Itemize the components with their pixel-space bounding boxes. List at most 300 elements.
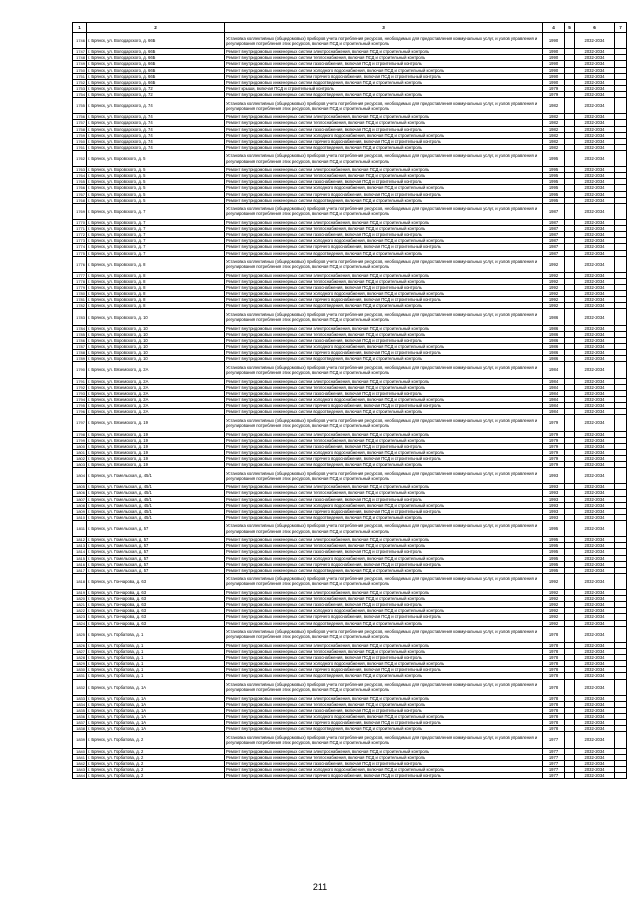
row-number: 1823 xyxy=(73,614,87,620)
address-cell: г. Брянск, ул. Володарского, д. 72 xyxy=(87,91,225,97)
address-cell: г. Брянск, ул. Гончарова, д. 63 xyxy=(87,573,225,589)
empty-cell xyxy=(565,573,575,589)
address-cell: г. Брянск, ул. Горбатова, д. 2 xyxy=(87,773,225,779)
build-year-cell: 1986 xyxy=(543,325,565,331)
build-year-cell: 1992 xyxy=(543,291,565,297)
page-number: 211 xyxy=(312,882,328,892)
build-year-cell: 1979 xyxy=(543,443,565,449)
row-number: 1770 xyxy=(73,220,87,226)
period-cell: 2032-2034 xyxy=(575,626,615,642)
row-number: 1784 xyxy=(73,325,87,331)
period-cell: 2032-2034 xyxy=(575,33,615,49)
build-year-cell: 1978 xyxy=(543,695,565,701)
work-type-cell: Ремонт внутридомовых инженерных систем холодного водоснабжения, включая ПСД и строительный контроль xyxy=(225,344,543,350)
work-type-cell: Ремонт внутридомовых инженерных систем водоотведения, включая ПСД и строительный контроль xyxy=(225,461,543,467)
build-year-cell: 1984 xyxy=(543,384,565,390)
work-type-cell: Ремонт внутридомовых инженерных систем горячего водоснабжения, включая ПСД и строительный контроль xyxy=(225,191,543,197)
period-cell: 2032-2034 xyxy=(575,232,615,238)
build-year-cell: 1992 xyxy=(543,297,565,303)
work-type-cell: Ремонт внутридомовых инженерных систем горячего водоснабжения, включая ПСД и строительный контроль xyxy=(225,508,543,514)
build-year-cell: 1992 xyxy=(543,620,565,626)
address-cell: г. Брянск, ул. Вяземского, д. 19 xyxy=(87,449,225,455)
row-number: 1777 xyxy=(73,272,87,278)
empty-cell xyxy=(615,256,627,272)
build-year-cell: 1992 xyxy=(543,256,565,272)
period-cell: 2032-2034 xyxy=(575,291,615,297)
work-type-cell: Ремонт внутридомовых инженерных систем водоотведения, включая ПСД и строительный контроль xyxy=(225,250,543,256)
period-cell: 2032-2034 xyxy=(575,490,615,496)
period-cell: 2032-2034 xyxy=(575,179,615,185)
row-number: 1795 xyxy=(73,403,87,409)
row-number: 1786 xyxy=(73,337,87,343)
build-year-cell: 1992 xyxy=(543,303,565,309)
address-cell: г. Брянск, ул. Гончарова, д. 63 xyxy=(87,602,225,608)
address-cell: г. Брянск, ул. Воровского, д. 10 xyxy=(87,350,225,356)
row-number: 1768 xyxy=(73,197,87,203)
address-cell: г. Брянск, ул. Воровского, д. 5 xyxy=(87,150,225,166)
work-type-cell: Ремонт внутридомовых инженерных систем газоснабжения, включая ПСД и строительный контроль xyxy=(225,602,543,608)
address-cell: г. Брянск, ул. Воровского, д. 10 xyxy=(87,331,225,337)
build-year-cell: 1978 xyxy=(543,642,565,648)
empty-cell xyxy=(565,33,575,49)
empty-cell xyxy=(565,362,575,378)
period-cell: 2032-2034 xyxy=(575,173,615,179)
row-number: 1839 xyxy=(73,732,87,748)
row-number: 1782 xyxy=(73,303,87,309)
row-number: 1764 xyxy=(73,173,87,179)
address-cell: г. Брянск, ул. Горбатова, д. 1 xyxy=(87,642,225,648)
table-row xyxy=(73,573,627,589)
period-cell: 2032-2034 xyxy=(575,79,615,85)
address-cell: г. Брянск, ул. Володарского, д. 74 xyxy=(87,132,225,138)
table-row xyxy=(73,626,627,642)
build-year-cell: 1979 xyxy=(543,449,565,455)
empty-cell xyxy=(565,415,575,431)
period-cell: 2032-2034 xyxy=(575,760,615,766)
period-cell: 2032-2034 xyxy=(575,303,615,309)
build-year-cell: 1990 xyxy=(543,33,565,49)
period-cell: 2032-2034 xyxy=(575,73,615,79)
address-cell: г. Брянск, ул. Воровского, д. 5 xyxy=(87,191,225,197)
row-number: 1816 xyxy=(73,561,87,567)
empty-cell xyxy=(565,773,575,779)
row-number: 1842 xyxy=(73,760,87,766)
work-type-cell: Ремонт внутридомовых инженерных систем водоотведения, включая ПСД и строительный контроль xyxy=(225,514,543,520)
address-cell: г. Брянск, ул. Горбатова, д. 1А xyxy=(87,707,225,713)
build-year-cell: 1978 xyxy=(543,626,565,642)
row-number: 1836 xyxy=(73,714,87,720)
work-type-cell: Ремонт внутридомовых инженерных систем горячего водоснабжения, включая ПСД и строительный контроль xyxy=(225,403,543,409)
work-type-cell: Ремонт внутридомовых инженерных систем водоотведения, включая ПСД и строительный контроль xyxy=(225,726,543,732)
period-cell: 2032-2034 xyxy=(575,754,615,760)
build-year-cell: 1995 xyxy=(543,185,565,191)
empty-cell xyxy=(565,520,575,536)
build-year-cell: 1987 xyxy=(543,250,565,256)
work-type-cell: Ремонт внутридомовых инженерных систем холодного водоснабжения, включая ПСД и строительный контроль xyxy=(225,238,543,244)
row-number: 1762 xyxy=(73,150,87,166)
build-year-cell: 1984 xyxy=(543,378,565,384)
build-year-cell: 1992 xyxy=(543,590,565,596)
address-cell: г. Брянск, ул. Горбатова, д. 1А xyxy=(87,726,225,732)
work-type-cell: Ремонт внутридомовых инженерных систем водоотведения, включая ПСД и строительный контроль xyxy=(225,673,543,679)
address-cell: г. Брянск, ул. Воровского, д. 8 xyxy=(87,285,225,291)
build-year-cell: 1995 xyxy=(543,567,565,573)
address-cell: г. Брянск, ул. Горбатова, д. 1А xyxy=(87,714,225,720)
build-year-cell: 1977 xyxy=(543,766,565,772)
period-cell: 2032-2034 xyxy=(575,543,615,549)
row-number: 1790 xyxy=(73,362,87,378)
work-type-cell: Установка коллективных (общедомовых) приборов учета потребления ресурсов, необходимых для предоставления коммунальных услуг, и узлов управления и регулирования потребления этих ресурсов, включая ПСД и строительный контроль xyxy=(225,98,543,114)
address-cell: г. Брянск, ул. Воровского, д. 7 xyxy=(87,220,225,226)
build-year-cell: 1992 xyxy=(543,614,565,620)
build-year-cell: 1978 xyxy=(543,655,565,661)
address-cell: г. Брянск, ул. Воровского, д. 5 xyxy=(87,173,225,179)
work-type-cell: Установка коллективных (общедомовых) приборов учета потребления ресурсов, необходимых для предоставления коммунальных услуг, и узлов управления и регулирования потребления этих ресурсов, включая ПСД и строительный контроль xyxy=(225,468,543,484)
table-row xyxy=(73,773,627,779)
period-cell: 2032-2034 xyxy=(575,309,615,325)
address-cell: г. Брянск, ул. Володарского, д. 74 xyxy=(87,126,225,132)
row-number: 1800 xyxy=(73,443,87,449)
build-year-cell: 1990 xyxy=(543,67,565,73)
period-cell: 2032-2034 xyxy=(575,132,615,138)
work-type-cell: Ремонт внутридомовых инженерных систем водоотведения, включая ПСД и строительный контроль xyxy=(225,91,543,97)
address-cell: г. Брянск, ул. Вяземского, д. 2А xyxy=(87,403,225,409)
period-cell: 2032-2034 xyxy=(575,362,615,378)
build-year-cell: 1987 xyxy=(543,232,565,238)
empty-cell xyxy=(615,98,627,114)
address-cell: г. Брянск, ул. Гомельская, д. 57 xyxy=(87,520,225,536)
period-cell: 2032-2034 xyxy=(575,350,615,356)
work-type-cell: Ремонт внутридомовых инженерных систем теплоснабжения, включая ПСД и строительный контроль xyxy=(225,331,543,337)
build-year-cell: 1978 xyxy=(543,649,565,655)
build-year-cell: 1987 xyxy=(543,203,565,219)
work-type-cell: Ремонт внутридомовых инженерных систем холодного водоснабжения, включая ПСД и строительный контроль xyxy=(225,608,543,614)
empty-cell xyxy=(565,732,575,748)
work-type-cell: Установка коллективных (общедомовых) приборов учета потребления ресурсов, необходимых для предоставления коммунальных услуг, и узлов управления и регулирования потребления этих ресурсов, включая ПСД и строительный контроль xyxy=(225,309,543,325)
address-cell: г. Брянск, ул. Воровского, д. 5 xyxy=(87,197,225,203)
period-cell: 2032-2034 xyxy=(575,431,615,437)
row-number: 1769 xyxy=(73,203,87,219)
work-type-cell: Ремонт внутридомовых инженерных систем холодного водоснабжения, включая ПСД и строительный контроль xyxy=(225,555,543,561)
row-number: 1798 xyxy=(73,431,87,437)
work-type-cell: Ремонт внутридомовых инженерных систем горячего водоснабжения, включая ПСД и строительный контроль xyxy=(225,455,543,461)
period-cell: 2032-2034 xyxy=(575,502,615,508)
build-year-cell: 1995 xyxy=(543,555,565,561)
period-cell: 2032-2034 xyxy=(575,667,615,673)
address-cell: г. Брянск, ул. Горбатова, д. 1А xyxy=(87,701,225,707)
period-cell: 2032-2034 xyxy=(575,520,615,536)
work-type-cell: Ремонт внутридомовых инженерных систем теплоснабжения, включая ПСД и строительный контроль xyxy=(225,701,543,707)
address-cell: г. Брянск, ул. Горбатова, д. 2 xyxy=(87,732,225,748)
build-year-cell: 1984 xyxy=(543,409,565,415)
work-type-cell: Ремонт внутридомовых инженерных систем холодного водоснабжения, включая ПСД и строительный контроль xyxy=(225,449,543,455)
row-number: 1747 xyxy=(73,49,87,55)
table-row xyxy=(73,203,627,219)
address-cell: г. Брянск, ул. Горбатова, д. 1А xyxy=(87,720,225,726)
period-cell: 2032-2034 xyxy=(575,726,615,732)
work-type-cell: Ремонт внутридомовых инженерных систем газоснабжения, включая ПСД и строительный контроль xyxy=(225,549,543,555)
table-row xyxy=(73,150,627,166)
period-cell: 2032-2034 xyxy=(575,167,615,173)
build-year-cell: 1995 xyxy=(543,179,565,185)
build-year-cell: 1995 xyxy=(543,537,565,543)
table-row xyxy=(73,98,627,114)
empty-cell xyxy=(615,468,627,484)
period-cell: 2032-2034 xyxy=(575,590,615,596)
address-cell: г. Брянск, ул. Володарского, д. 74 xyxy=(87,98,225,114)
row-number: 1824 xyxy=(73,620,87,626)
build-year-cell: 1993 xyxy=(543,490,565,496)
address-cell: г. Брянск, ул. Гомельская, д. 45/1 xyxy=(87,490,225,496)
build-year-cell: 1982 xyxy=(543,126,565,132)
work-type-cell: Ремонт внутридомовых инженерных систем водоотведения, включая ПСД и строительный контроль xyxy=(225,567,543,573)
period-cell: 2032-2034 xyxy=(575,297,615,303)
row-number: 1797 xyxy=(73,415,87,431)
period-cell: 2032-2034 xyxy=(575,642,615,648)
row-number: 1792 xyxy=(73,384,87,390)
build-year-cell: 1990 xyxy=(543,61,565,67)
work-type-cell: Ремонт внутридомовых инженерных систем водоотведения, включая ПСД и строительный контроль xyxy=(225,356,543,362)
empty-cell xyxy=(565,626,575,642)
row-number: 1819 xyxy=(73,590,87,596)
work-type-cell: Ремонт внутридомовых инженерных систем горячего водоснабжения, включая ПСД и строительный контроль xyxy=(225,138,543,144)
address-cell: г. Брянск, ул. Горбатова, д. 1 xyxy=(87,626,225,642)
row-number: 1801 xyxy=(73,449,87,455)
work-type-cell: Ремонт внутридомовых инженерных систем электроснабжения, включая ПСД и строительный контроль xyxy=(225,272,543,278)
work-type-cell: Ремонт внутридомовых инженерных систем электроснабжения, включая ПСД и строительный контроль xyxy=(225,590,543,596)
work-type-cell: Ремонт внутридомовых инженерных систем электроснабжения, включая ПСД и строительный контроль xyxy=(225,537,543,543)
header-col-3: 3 xyxy=(225,23,543,33)
address-cell: г. Брянск, ул. Воровского, д. 8 xyxy=(87,256,225,272)
work-type-cell: Ремонт внутридомовых инженерных систем газоснабжения, включая ПСД и строительный контроль xyxy=(225,285,543,291)
row-number: 1828 xyxy=(73,655,87,661)
empty-cell xyxy=(565,679,575,695)
work-type-cell: Ремонт внутридомовых инженерных систем газоснабжения, включая ПСД и строительный контроль xyxy=(225,760,543,766)
row-number: 1781 xyxy=(73,297,87,303)
period-cell: 2032-2034 xyxy=(575,443,615,449)
period-cell: 2032-2034 xyxy=(575,455,615,461)
empty-cell xyxy=(615,732,627,748)
table-row xyxy=(73,679,627,695)
period-cell: 2032-2034 xyxy=(575,384,615,390)
empty-cell xyxy=(565,150,575,166)
work-type-cell: Ремонт внутридомовых инженерных систем холодного водоснабжения, включая ПСД и строительный контроль xyxy=(225,502,543,508)
work-type-cell: Ремонт внутридомовых инженерных систем электроснабжения, включая ПСД и строительный контроль xyxy=(225,220,543,226)
period-cell: 2032-2034 xyxy=(575,766,615,772)
period-cell: 2032-2034 xyxy=(575,325,615,331)
build-year-cell: 1992 xyxy=(543,602,565,608)
address-cell: г. Брянск, ул. Воровского, д. 10 xyxy=(87,356,225,362)
period-cell: 2032-2034 xyxy=(575,279,615,285)
build-year-cell: 1982 xyxy=(543,114,565,120)
address-cell: г. Брянск, ул. Володарского, д. 74 xyxy=(87,144,225,150)
header-col-6: 6 xyxy=(575,23,615,33)
period-cell: 2032-2034 xyxy=(575,679,615,695)
row-number: 1775 xyxy=(73,250,87,256)
table-row xyxy=(73,468,627,484)
address-cell: г. Брянск, ул. Володарского, д. 74 xyxy=(87,138,225,144)
row-number: 1812 xyxy=(73,537,87,543)
build-year-cell: 1978 xyxy=(543,714,565,720)
row-number: 1783 xyxy=(73,309,87,325)
address-cell: г. Брянск, ул. Вяземского, д. 19 xyxy=(87,455,225,461)
work-type-cell: Ремонт внутридомовых инженерных систем теплоснабжения, включая ПСД и строительный контроль xyxy=(225,55,543,61)
period-cell: 2032-2034 xyxy=(575,732,615,748)
build-year-cell: 1986 xyxy=(543,350,565,356)
period-cell: 2032-2034 xyxy=(575,707,615,713)
address-cell: г. Брянск, ул. Воровского, д. 7 xyxy=(87,238,225,244)
address-cell: г. Брянск, ул. Горбатова, д. 1 xyxy=(87,673,225,679)
build-year-cell: 1984 xyxy=(543,396,565,402)
row-number: 1753 xyxy=(73,85,87,91)
row-number: 1748 xyxy=(73,55,87,61)
work-type-cell: Ремонт внутридомовых инженерных систем холодного водоснабжения, включая ПСД и строительный контроль xyxy=(225,396,543,402)
period-cell: 2032-2034 xyxy=(575,608,615,614)
period-cell: 2032-2034 xyxy=(575,191,615,197)
table-row xyxy=(73,309,627,325)
row-number: 1843 xyxy=(73,766,87,772)
work-type-cell: Ремонт внутридомовых инженерных систем газоснабжения, включая ПСД и строительный контроль xyxy=(225,390,543,396)
build-year-cell: 1993 xyxy=(543,514,565,520)
work-type-cell: Ремонт внутридомовых инженерных систем газоснабжения, включая ПСД и строительный контроль xyxy=(225,232,543,238)
address-cell: г. Брянск, ул. Воровского, д. 7 xyxy=(87,232,225,238)
work-type-cell: Ремонт внутридомовых инженерных систем холодного водоснабжения, включая ПСД и строительный контроль xyxy=(225,714,543,720)
build-year-cell: 1992 xyxy=(543,608,565,614)
work-type-cell: Ремонт внутридомовых инженерных систем газоснабжения, включая ПСД и строительный контроль xyxy=(225,126,543,132)
work-type-cell: Ремонт внутридомовых инженерных систем теплоснабжения, включая ПСД и строительный контроль xyxy=(225,596,543,602)
build-year-cell: 1986 xyxy=(543,356,565,362)
address-cell: г. Брянск, ул. Гомельская, д. 57 xyxy=(87,561,225,567)
address-cell: г. Брянск, ул. Вяземского, д. 19 xyxy=(87,461,225,467)
row-number: 1841 xyxy=(73,754,87,760)
row-number: 1780 xyxy=(73,291,87,297)
address-cell: г. Брянск, ул. Воровского, д. 10 xyxy=(87,309,225,325)
period-cell: 2032-2034 xyxy=(575,356,615,362)
table-row xyxy=(73,256,627,272)
period-cell: 2032-2034 xyxy=(575,256,615,272)
address-cell: г. Брянск, ул. Горбатова, д. 1 xyxy=(87,649,225,655)
address-cell: г. Брянск, ул. Горбатова, д. 2 xyxy=(87,766,225,772)
period-cell: 2032-2034 xyxy=(575,508,615,514)
row-number: 1837 xyxy=(73,720,87,726)
table-body xyxy=(73,33,627,779)
build-year-cell: 1986 xyxy=(543,337,565,343)
address-cell: г. Брянск, ул. Гончарова, д. 63 xyxy=(87,608,225,614)
address-cell: г. Брянск, ул. Воровского, д. 7 xyxy=(87,250,225,256)
address-cell: г. Брянск, ул. Горбатова, д. 1 xyxy=(87,661,225,667)
row-number: 1840 xyxy=(73,748,87,754)
build-year-cell: 1995 xyxy=(543,191,565,197)
row-number: 1810 xyxy=(73,514,87,520)
row-number: 1826 xyxy=(73,642,87,648)
row-number: 1787 xyxy=(73,344,87,350)
address-cell: г. Брянск, ул. Володарского, д. 66Б xyxy=(87,33,225,49)
period-cell: 2032-2034 xyxy=(575,620,615,626)
period-cell: 2032-2034 xyxy=(575,244,615,250)
period-cell: 2032-2034 xyxy=(575,61,615,67)
period-cell: 2032-2034 xyxy=(575,449,615,455)
row-number: 1766 xyxy=(73,185,87,191)
build-year-cell: 1978 xyxy=(543,673,565,679)
work-type-cell: Установка коллективных (общедомовых) приборов учета потребления ресурсов, необходимых для предоставления коммунальных услуг, и узлов управления и регулирования потребления этих ресурсов, включая ПСД и строительный контроль xyxy=(225,520,543,536)
build-year-cell: 1986 xyxy=(543,344,565,350)
period-cell: 2032-2034 xyxy=(575,150,615,166)
build-year-cell: 1979 xyxy=(543,431,565,437)
table-row xyxy=(73,732,627,748)
build-year-cell: 1977 xyxy=(543,754,565,760)
row-number: 1808 xyxy=(73,502,87,508)
work-type-cell: Ремонт внутридомовых инженерных систем теплоснабжения, включая ПСД и строительный контроль xyxy=(225,543,543,549)
address-cell: г. Брянск, ул. Гомельская, д. 45/1 xyxy=(87,496,225,502)
work-type-cell: Установка коллективных (общедомовых) приборов учета потребления ресурсов, необходимых для предоставления коммунальных услуг, и узлов управления и регулирования потребления этих ресурсов, включая ПСД и строительный контроль xyxy=(225,203,543,219)
row-number: 1832 xyxy=(73,679,87,695)
build-year-cell: 1979 xyxy=(543,85,565,91)
row-number: 1834 xyxy=(73,701,87,707)
work-type-cell: Ремонт внутридомовых инженерных систем электроснабжения, включая ПСД и строительный контроль xyxy=(225,695,543,701)
period-cell: 2032-2034 xyxy=(575,120,615,126)
period-cell: 2032-2034 xyxy=(575,573,615,589)
row-number: 1844 xyxy=(73,773,87,779)
period-cell: 2032-2034 xyxy=(575,67,615,73)
row-number: 1838 xyxy=(73,726,87,732)
address-cell: г. Брянск, ул. Гомельская, д. 45/1 xyxy=(87,514,225,520)
work-type-cell: Установка коллективных (общедомовых) приборов учета потребления ресурсов, необходимых для предоставления коммунальных услуг, и узлов управления и регулирования потребления этих ресурсов, включая ПСД и строительный контроль xyxy=(225,415,543,431)
build-year-cell: 1984 xyxy=(543,403,565,409)
work-type-cell: Ремонт внутридомовых инженерных систем газоснабжения, включая ПСД и строительный контроль xyxy=(225,179,543,185)
work-type-cell: Ремонт внутридомовых инженерных систем горячего водоснабжения, включая ПСД и строительный контроль xyxy=(225,614,543,620)
period-cell: 2032-2034 xyxy=(575,673,615,679)
row-number: 1802 xyxy=(73,455,87,461)
row-number: 1817 xyxy=(73,567,87,573)
row-number: 1791 xyxy=(73,378,87,384)
address-cell: г. Брянск, ул. Воровского, д. 8 xyxy=(87,272,225,278)
table-row xyxy=(73,520,627,536)
address-cell: г. Брянск, ул. Володарского, д. 66Б xyxy=(87,55,225,61)
period-cell: 2032-2034 xyxy=(575,185,615,191)
address-cell: г. Брянск, ул. Вяземского, д. 2А xyxy=(87,378,225,384)
row-number: 1822 xyxy=(73,608,87,614)
period-cell: 2032-2034 xyxy=(575,484,615,490)
address-cell: г. Брянск, ул. Гомельская, д. 45/1 xyxy=(87,502,225,508)
work-type-cell: Ремонт внутридомовых инженерных систем газоснабжения, включая ПСД и строительный контроль xyxy=(225,337,543,343)
build-year-cell: 1979 xyxy=(543,415,565,431)
build-year-cell: 1987 xyxy=(543,244,565,250)
address-cell: г. Брянск, ул. Горбатова, д. 1А xyxy=(87,695,225,701)
period-cell: 2032-2034 xyxy=(575,114,615,120)
row-number: 1799 xyxy=(73,437,87,443)
build-year-cell: 1978 xyxy=(543,720,565,726)
work-type-cell: Ремонт внутридомовых инженерных систем холодного водоснабжения, включая ПСД и строительный контроль xyxy=(225,185,543,191)
row-number: 1813 xyxy=(73,543,87,549)
empty-cell xyxy=(565,203,575,219)
row-number: 1831 xyxy=(73,673,87,679)
work-type-cell: Ремонт внутридомовых инженерных систем водоотведения, включая ПСД и строительный контроль xyxy=(225,303,543,309)
work-type-cell: Ремонт внутридомовых инженерных систем газоснабжения, включая ПСД и строительный контроль xyxy=(225,655,543,661)
period-cell: 2032-2034 xyxy=(575,344,615,350)
work-type-cell: Ремонт внутридомовых инженерных систем водоотведения, включая ПСД и строительный контроль xyxy=(225,79,543,85)
period-cell: 2032-2034 xyxy=(575,378,615,384)
row-number: 1821 xyxy=(73,602,87,608)
address-cell: г. Брянск, ул. Вяземского, д. 2А xyxy=(87,396,225,402)
build-year-cell: 1992 xyxy=(543,272,565,278)
address-cell: г. Брянск, ул. Горбатова, д. 2 xyxy=(87,760,225,766)
build-year-cell: 1978 xyxy=(543,707,565,713)
row-number: 1811 xyxy=(73,520,87,536)
row-number: 1751 xyxy=(73,73,87,79)
work-type-cell: Установка коллективных (общедомовых) приборов учета потребления ресурсов, необходимых для предоставления коммунальных услуг, и узлов управления и регулирования потребления этих ресурсов, включая ПСД и строительный контроль xyxy=(225,679,543,695)
row-number: 1796 xyxy=(73,409,87,415)
build-year-cell: 1993 xyxy=(543,508,565,514)
